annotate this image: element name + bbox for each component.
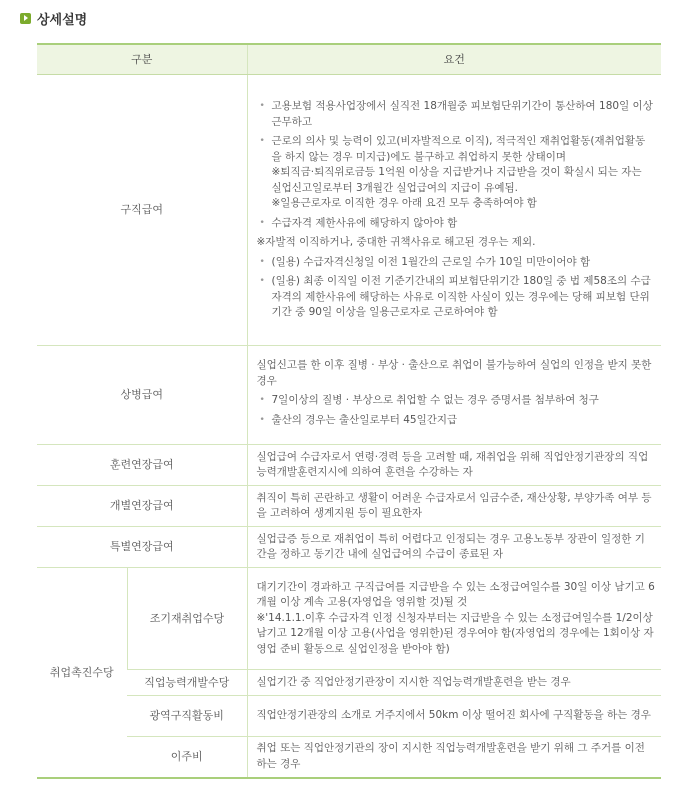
category-training: 훈련연장급여 — [37, 445, 247, 486]
note: ※'14.1.1.이후 수급자격 인정 신청자부터는 지급받을 수 있는 소정급여일수를 1/2이상 남기고 12개월 이상 고용(사업을 영위한)된 경우여야 함(자영업의 경우에는 1회이상 자영업 준비 활동으로 실업인정을 받아야 함) — [256, 611, 654, 655]
category-promotion: 취업촉진수당 — [37, 568, 127, 778]
table-row — [37, 486, 661, 527]
category-job-seeking: 구직급여 — [37, 75, 247, 346]
requirement-training: 실업급여 수급자로서 연령·경력 등을 고려할 때, 재취업을 위해 직업안정기관장의 직업능력개발훈련지시에 의하여 훈련을 수강하는 자 — [247, 445, 661, 486]
table-row — [37, 670, 661, 696]
subcategory-moving: 이주비 — [127, 737, 247, 778]
requirement-sickness — [247, 346, 661, 445]
note: ※퇴직금·퇴직위로금등 1억원 이상을 지급받거나 지급받을 것이 확실시 되는 자는 실업신고일로부터 3개월간 실업급여의 지급이 유예됨. — [271, 166, 642, 194]
requirement-wide-area: 직업안정기관장의 소개로 거주지에서 50km 이상 떨어진 회사에 구직활동을 하는 경우 — [247, 696, 661, 737]
subcategory-wide-area: 광역구직활동비 — [127, 696, 247, 737]
requirement-special: 실업급증 등으로 재취업이 특히 어렵다고 인정되는 경우 고용노동부 장관이 일정한 기간을 정하고 동기간 내에 실업급여의 수급이 종료된 자 — [247, 527, 661, 568]
section-title: 상세설명 — [37, 12, 88, 28]
table-row — [37, 737, 661, 778]
note: ※일용근로자로 이직한 경우 아래 요건 모두 충족하여야 함 — [271, 197, 537, 210]
table-row — [37, 696, 661, 737]
category-special: 특별연장급여 — [37, 527, 247, 568]
requirement-early-reemployment — [247, 568, 661, 670]
requirement-intro: 실업신고를 한 이후 질병 · 부상 · 출산으로 취업이 불가능하여 실업의 인정을 받지 못한 경우 — [256, 359, 652, 387]
header-requirement: 요건 — [247, 44, 661, 75]
category-individual: 개별연장급여 — [37, 486, 247, 527]
subcategory-early-reemployment: 조기재취업수당 — [127, 568, 247, 670]
requirement-individual: 취직이 특히 곤란하고 생활이 어려운 수급자로서 임금수준, 재산상황, 부양가족 여부 등을 고려하여 생계지원 등이 필요한자 — [247, 486, 661, 527]
list-item — [257, 134, 656, 212]
table-row — [37, 445, 661, 486]
category-sickness: 상병급여 — [37, 346, 247, 445]
requirement-moving: 취업 또는 직업안정기관의 장이 지시한 직업능력개발훈련을 받기 위해 그 주거를 이전하는 경우 — [247, 737, 661, 778]
header-category: 구분 — [37, 44, 247, 75]
requirement-job-seeking — [247, 75, 661, 346]
table-header-row — [37, 44, 661, 75]
table-row — [37, 346, 661, 445]
list-item: • (일용) 수급자격신청일 이전 1월간의 근로일 수가 10일 미만이어야 함 — [257, 255, 656, 271]
arrow-bullet-icon — [20, 13, 31, 24]
table-row — [37, 527, 661, 568]
section-heading — [20, 8, 87, 28]
table-row — [37, 75, 661, 346]
list-item-text: 근로의 의사 및 능력이 있고(비자발적으로 이직), 적극적인 재취업활동(재취업활동을 하지 않는 경우 미지급)에도 불구하고 취업하지 못한 상태이며 — [271, 135, 646, 163]
table-row — [37, 568, 661, 670]
list-item: • 7일이상의 질병 · 부상으로 취업할 수 없는 경우 증명서를 첨부하여 청구 — [257, 393, 656, 409]
detail-table — [37, 43, 661, 779]
list-item: • (일용) 최종 이직일 이전 기준기간내의 피보험단위기간 180일 중 법 제58조의 수급자격의 제한사유에 해당하는 사유로 이직한 사실이 있는 경우에는 당해 피보험 단위기간 중 90일 이상을 일용근로자로 근로하여야 함 — [257, 274, 656, 321]
list-item: • 고용보험 적용사업장에서 실직전 18개월중 피보험단위기간이 통산하여 180일 이상근무하고 — [257, 99, 656, 130]
subcategory-vocational: 직업능력개발수당 — [127, 670, 247, 696]
list-item: • 출산의 경우는 출산일로부터 45일간지급 — [257, 413, 656, 429]
list-item: • 수급자격 제한사유에 해당하지 않아야 함 — [257, 216, 656, 232]
requirement-vocational: 실업기간 중 직업안정기관장이 지시한 직업능력개발훈련을 받는 경우 — [247, 670, 661, 696]
requirement-text: 대기기간이 경과하고 구직급여를 지급받을 수 있는 소정급여일수를 30일 이상 남기고 6개월 이상 계속 고용(자영업을 영위할 것)될 것 — [256, 580, 655, 609]
note: ※자발적 이직하거나, 중대한 귀책사유로 해고된 경우는 제외. — [256, 236, 536, 249]
